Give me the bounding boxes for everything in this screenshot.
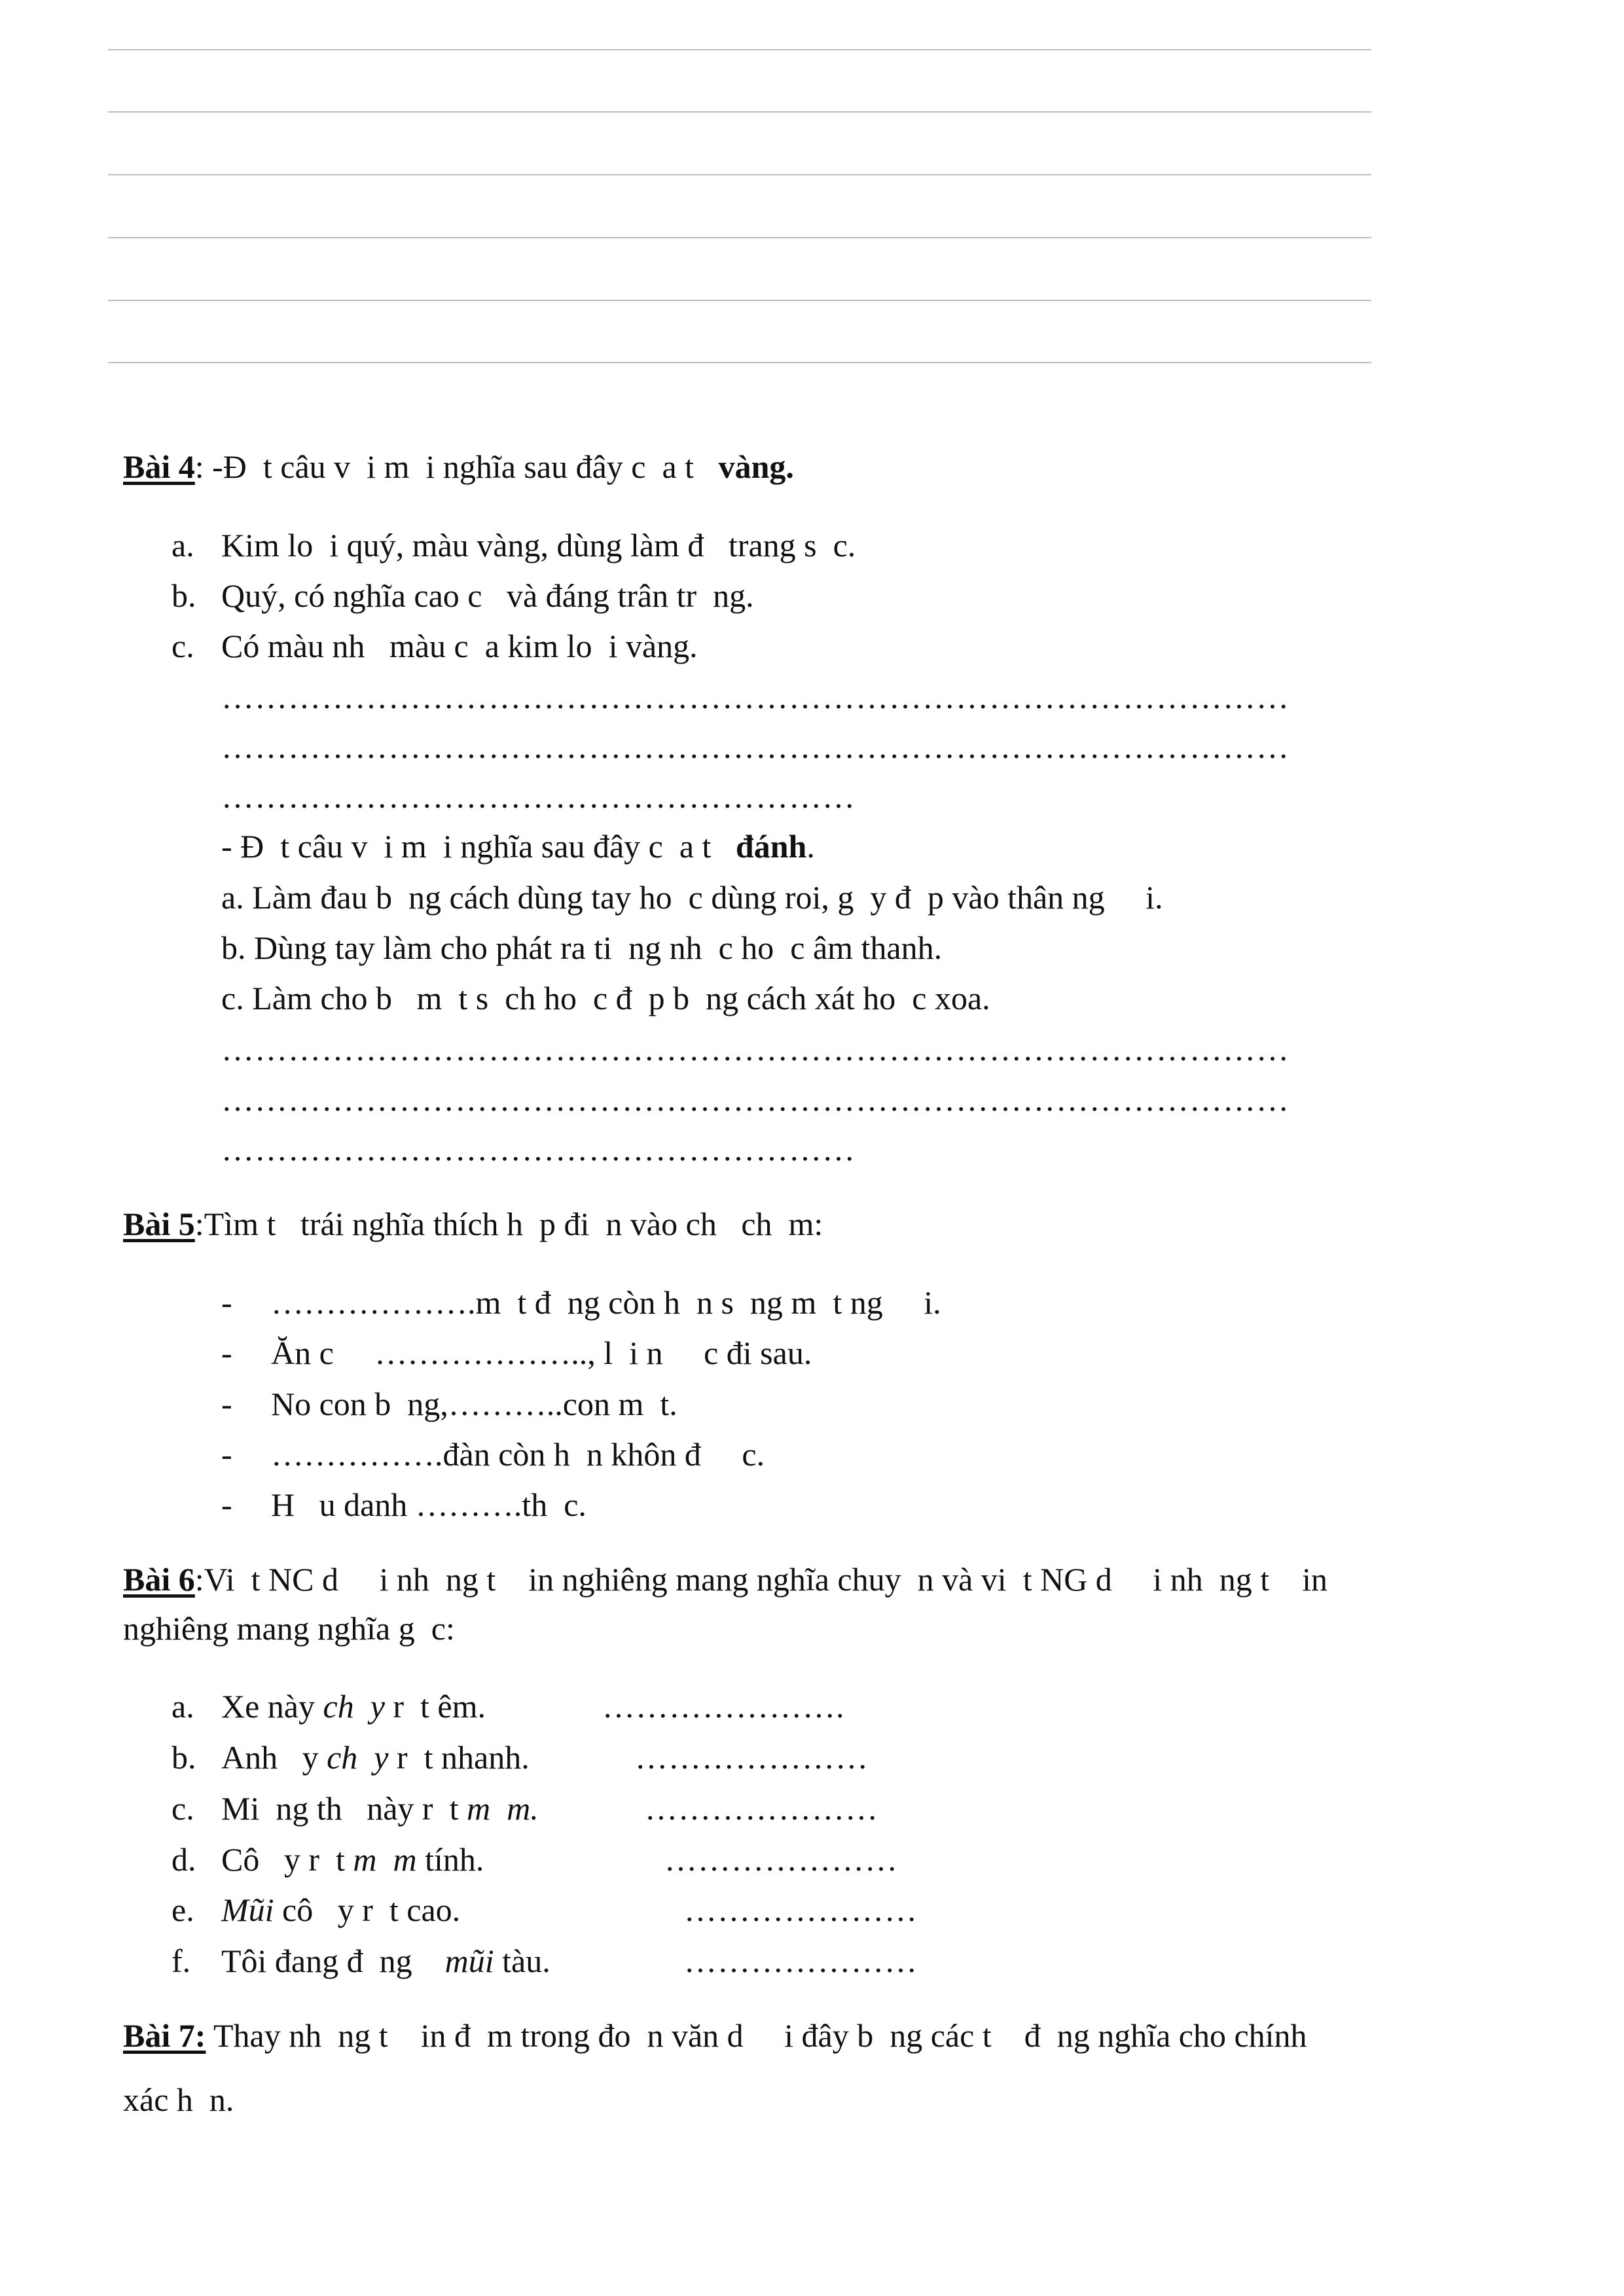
italic-word: ch y bbox=[327, 1739, 389, 1776]
bai4-item-text: Có màu nh màu c a kim lo i vàng. bbox=[221, 628, 698, 664]
bai4-second-prefix: - Đ t câu v i m i nghĩa sau đây c a t bbox=[221, 828, 736, 865]
bai6-item-sentence bbox=[221, 1843, 484, 1876]
bai4-item-marker: a. bbox=[171, 527, 194, 564]
dotted-answer-line: …………………………………………………………………………………… bbox=[221, 679, 1290, 715]
sentence-text: Mi ng th này r t bbox=[221, 1790, 467, 1827]
bai4-item-text: Quý, có nghĩa cao c và đáng trân tr ng. bbox=[221, 577, 754, 614]
bai6-item-marker: f. bbox=[171, 1943, 191, 1979]
italic-word: m m bbox=[353, 1841, 417, 1878]
sentence-text: tính. bbox=[416, 1841, 484, 1878]
bai5-intro: :Tìm t trái nghĩa thích h p đi n vào ch ch m: bbox=[194, 1206, 823, 1242]
italic-word: mũi bbox=[444, 1943, 494, 1979]
bai5-item-text: Ăn c ……………….., l i n c đi sau. bbox=[271, 1335, 812, 1371]
answer-blank: ………………… bbox=[684, 1892, 918, 1928]
bai6-item-sentence bbox=[221, 1792, 539, 1825]
dotted-answer-line: …………………………………………………………………………………… bbox=[221, 728, 1290, 765]
sentence-text: Cô y r t bbox=[221, 1841, 353, 1878]
italic-word: Mũi bbox=[221, 1892, 274, 1928]
dotted-answer-line: ………………………………………………… bbox=[221, 778, 856, 815]
bai6-item-marker: c. bbox=[171, 1790, 194, 1827]
bai6-label: Bài 6 bbox=[123, 1561, 195, 1598]
italic-word: m m. bbox=[466, 1790, 539, 1827]
bai4-second-word: đánh bbox=[735, 828, 807, 865]
bai4-second-instruction bbox=[221, 830, 815, 863]
bai6-item-marker: b. bbox=[171, 1739, 196, 1776]
dotted-answer-line: …………………………………………………………………………………… bbox=[221, 1081, 1290, 1118]
bai4-item-text: Kim lo i quý, màu vàng, dùng làm đ trang s c. bbox=[221, 527, 856, 564]
bai7-intro-line1: Thay nh ng t in đ m trong đo n văn d i đây b ng các t đ ng nghĩa cho chính bbox=[206, 2017, 1307, 2054]
sentence-text: cô y r t cao. bbox=[274, 1892, 461, 1928]
sentence-text: r t êm. bbox=[384, 1688, 486, 1725]
answer-blank: ………………… bbox=[645, 1790, 878, 1827]
bai6-heading bbox=[123, 1563, 1327, 1596]
answer-rule bbox=[108, 111, 1371, 113]
bai6-item-sentence bbox=[221, 1741, 530, 1774]
bai5-item-marker: - bbox=[221, 1335, 232, 1371]
bai5-item-marker: - bbox=[221, 1386, 232, 1422]
bai6-item-sentence bbox=[221, 1945, 550, 1977]
bai4-intro-prefix: : -Đ t câu v i m i nghĩa sau đây c a t bbox=[194, 448, 719, 485]
bai5-label: Bài 5 bbox=[123, 1206, 195, 1242]
answer-blank: ………………… bbox=[664, 1841, 898, 1878]
bai5-item-text: ……………….m t đ ng còn h n s ng m t ng i. bbox=[271, 1284, 941, 1321]
bai7-heading bbox=[123, 2019, 1307, 2052]
sentence-text: r t nhanh. bbox=[388, 1739, 530, 1776]
bai6-item-sentence bbox=[221, 1893, 460, 1926]
sentence-text: tàu. bbox=[494, 1943, 550, 1979]
bai4-label: Bài 4 bbox=[123, 448, 195, 485]
bai4-second-suffix: . bbox=[806, 828, 815, 865]
bai7-label: Bài 7: bbox=[123, 2017, 206, 2054]
sentence-text: Anh y bbox=[221, 1739, 327, 1776]
bai5-item-marker: - bbox=[221, 1284, 232, 1321]
bai4-second-item: b. Dùng tay làm cho phát ra ti ng nh c ho c âm thanh. bbox=[221, 929, 943, 966]
sentence-text: Xe này bbox=[221, 1688, 323, 1725]
bai4-second-item: c. Làm cho b m t s ch ho c đ p b ng cách xát ho c xoa. bbox=[221, 980, 990, 1016]
bai5-item-text: No con b ng,………..con m t. bbox=[271, 1386, 677, 1422]
answer-rule bbox=[108, 49, 1371, 50]
answer-blank: ………………… bbox=[635, 1739, 869, 1776]
bai5-item-marker: - bbox=[221, 1436, 232, 1473]
bai5-item-marker: - bbox=[221, 1486, 232, 1523]
italic-word: ch y bbox=[323, 1688, 385, 1725]
bai6-item-marker: e. bbox=[171, 1892, 194, 1928]
bai4-heading bbox=[123, 450, 794, 483]
bai6-item-sentence bbox=[221, 1690, 486, 1723]
bai6-intro-line2: nghiêng mang nghĩa g c: bbox=[123, 1610, 455, 1647]
answer-rule bbox=[108, 174, 1371, 175]
answer-blank: ………………… bbox=[684, 1943, 918, 1979]
answer-blank: …………………. bbox=[602, 1688, 845, 1725]
bai6-item-marker: d. bbox=[171, 1841, 196, 1878]
bai6-item-marker: a. bbox=[171, 1688, 194, 1725]
bai5-item-text: …………….đàn còn h n khôn đ c. bbox=[271, 1436, 765, 1473]
bai4-item-marker: c. bbox=[171, 628, 194, 664]
bai4-item-marker: b. bbox=[171, 577, 196, 614]
answer-rule bbox=[108, 362, 1371, 363]
bai5-heading bbox=[123, 1208, 823, 1240]
bai4-second-item: a. Làm đau b ng cách dùng tay ho c dùng roi, g y đ p vào thân ng i. bbox=[221, 879, 1163, 916]
bai6-intro-line1: :Vi t NC d i nh ng t in nghiêng mang nghĩa chuy n và vi t NG d i nh ng t in bbox=[194, 1561, 1327, 1598]
bai5-item-text: H u danh ……….th c. bbox=[271, 1486, 586, 1523]
bai7-intro-line2: xác h n. bbox=[123, 2081, 234, 2118]
answer-rule bbox=[108, 237, 1371, 238]
sentence-text: Tôi đang đ ng bbox=[221, 1943, 445, 1979]
dotted-answer-line: …………………………………………………………………………………… bbox=[221, 1031, 1290, 1067]
answer-rule bbox=[108, 300, 1371, 301]
dotted-answer-line: ………………………………………………… bbox=[221, 1131, 856, 1168]
bai4-intro-word: vàng. bbox=[718, 448, 794, 485]
